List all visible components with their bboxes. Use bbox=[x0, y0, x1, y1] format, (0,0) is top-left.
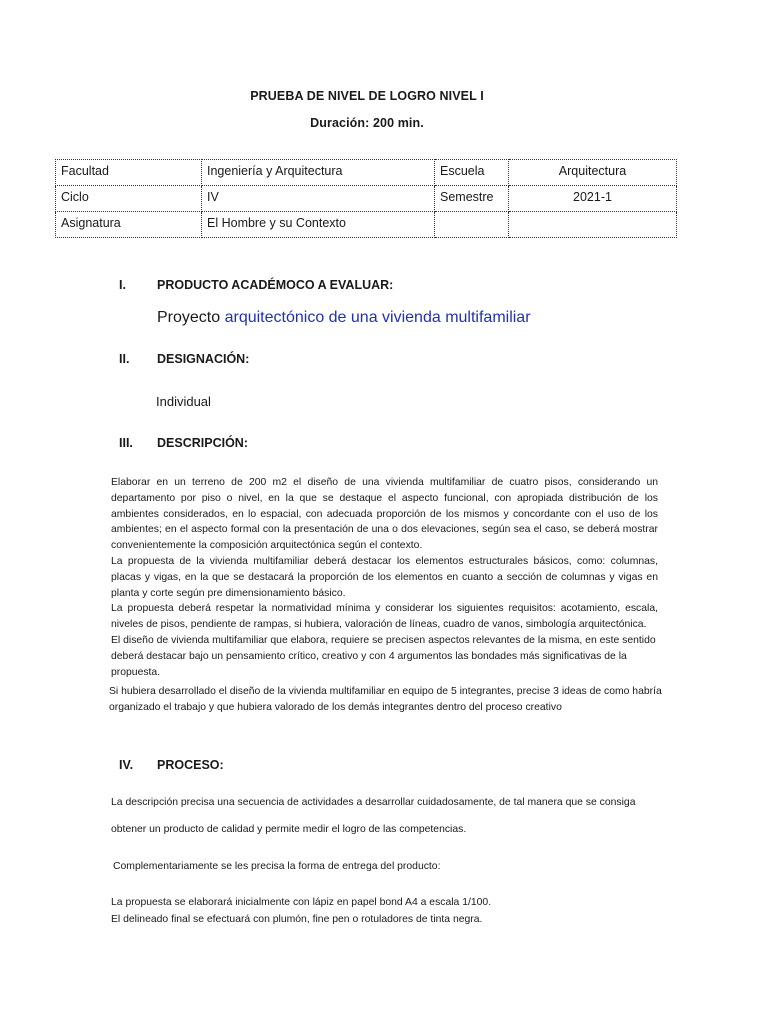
process-line: Complementariamente se les precisa la forma de entrega del producto: bbox=[113, 861, 441, 872]
table-cell: Asignatura bbox=[56, 212, 202, 238]
table-cell: Ciclo bbox=[56, 186, 202, 212]
table-cell bbox=[509, 212, 677, 238]
description-team-paragraph bbox=[109, 684, 669, 715]
section-number: IV. bbox=[119, 758, 134, 772]
product-prefix: Proyecto bbox=[157, 309, 225, 326]
process-line: El delineado final se efectuará con plumón, fine pen o rotuladores de tinta negra. bbox=[111, 914, 483, 925]
section-number: I. bbox=[119, 278, 126, 292]
description-paragraph: El diseño de vivienda multifamiliar que elabora, requiere se precisen aspectos relevantes de la misma, en este sentido deberá destacar bajo un pensamiento crítico, creativo y con 4 argumentos las bondades más significativas de la propuesta. bbox=[111, 634, 656, 678]
table-cell: Arquitectura bbox=[509, 160, 677, 186]
section-number: III. bbox=[119, 436, 133, 450]
description-block bbox=[111, 475, 658, 680]
table-cell: 2021-1 bbox=[509, 186, 677, 212]
table-row bbox=[56, 160, 677, 186]
course-info-table bbox=[55, 159, 677, 238]
table-cell: Escuela bbox=[435, 160, 509, 186]
document-title: PRUEBA DE NIVEL DE LOGRO NIVEL I bbox=[250, 89, 484, 103]
designation-value: Individual bbox=[156, 394, 211, 409]
section-number: II. bbox=[119, 352, 130, 366]
process-line: La descripción precisa una secuencia de actividades a desarrollar cuidadosamente, de tal manera que se consiga bbox=[111, 797, 636, 808]
section-label: PROCESO: bbox=[157, 758, 224, 772]
table-cell: Facultad bbox=[56, 160, 202, 186]
process-line: La propuesta se elaborará inicialmente con lápiz en papel bond A4 a escala 1/100. bbox=[111, 897, 492, 908]
description-paragraph: Si hubiera desarrollado el diseño de la vivienda multifamiliar en equipo de 5 integrantes, precise 3 ideas de como habría organizado el trabajo y que hubiera valorado de los demás integrantes dentro del proceso creativo bbox=[109, 686, 662, 713]
process-line: obtener un producto de calidad y permite medir el logro de las competencias. bbox=[111, 824, 467, 835]
table-cell: El Hombre y su Contexto bbox=[202, 212, 435, 238]
table-cell: Ingeniería y Arquitectura bbox=[202, 160, 435, 186]
table-cell bbox=[435, 212, 509, 238]
table-row bbox=[56, 186, 677, 212]
product-accent-text: arquitectónico de una vivienda multifamiliar bbox=[224, 309, 531, 326]
section-label: DESCRIPCIÓN: bbox=[157, 436, 248, 450]
table-cell: Semestre bbox=[435, 186, 509, 212]
description-paragraph: La propuesta deberá respetar la normatividad mínima y considerar los siguientes requisitos: acotamiento, escala, niveles de pisos, pendiente de rampas, si hubiera, valoración de líneas, cuadro de vanos, simbología arquitectónica. bbox=[111, 603, 658, 631]
description-paragraph: La propuesta de la vivienda multifamiliar deberá destacar los elementos estructurales básicos, como: columnas, placas y vigas, en la que se destacará la proporción de los elementos en cuanto a sección de columnas y vigas en planta y corte según pre dimensionamiento básico. bbox=[111, 555, 658, 599]
table-row bbox=[56, 212, 677, 238]
section-label: PRODUCTO ACADÉMOCO A EVALUAR: bbox=[157, 278, 394, 292]
document-duration: Duración: 200 min. bbox=[310, 116, 424, 130]
table-cell: IV bbox=[202, 186, 435, 212]
section-label: DESIGNACIÓN: bbox=[157, 352, 250, 366]
product-title bbox=[157, 309, 531, 327]
description-paragraph: Elaborar en un terreno de 200 m2 el diseño de una vivienda multifamiliar de cuatro pisos, considerando un departamento por piso o nivel, en la que se destaque el aspecto funcional, con apropiada distribución de los ambientes considerados, en lo espacial, con adecuada proporción de los mismos y concordante con el uso de los ambientes; en el aspecto formal con la presentación de una o dos elevaciones, según sea el caso, se deberá mostrar convenientemente la composición arquitectónica según el contexto. bbox=[111, 477, 658, 552]
